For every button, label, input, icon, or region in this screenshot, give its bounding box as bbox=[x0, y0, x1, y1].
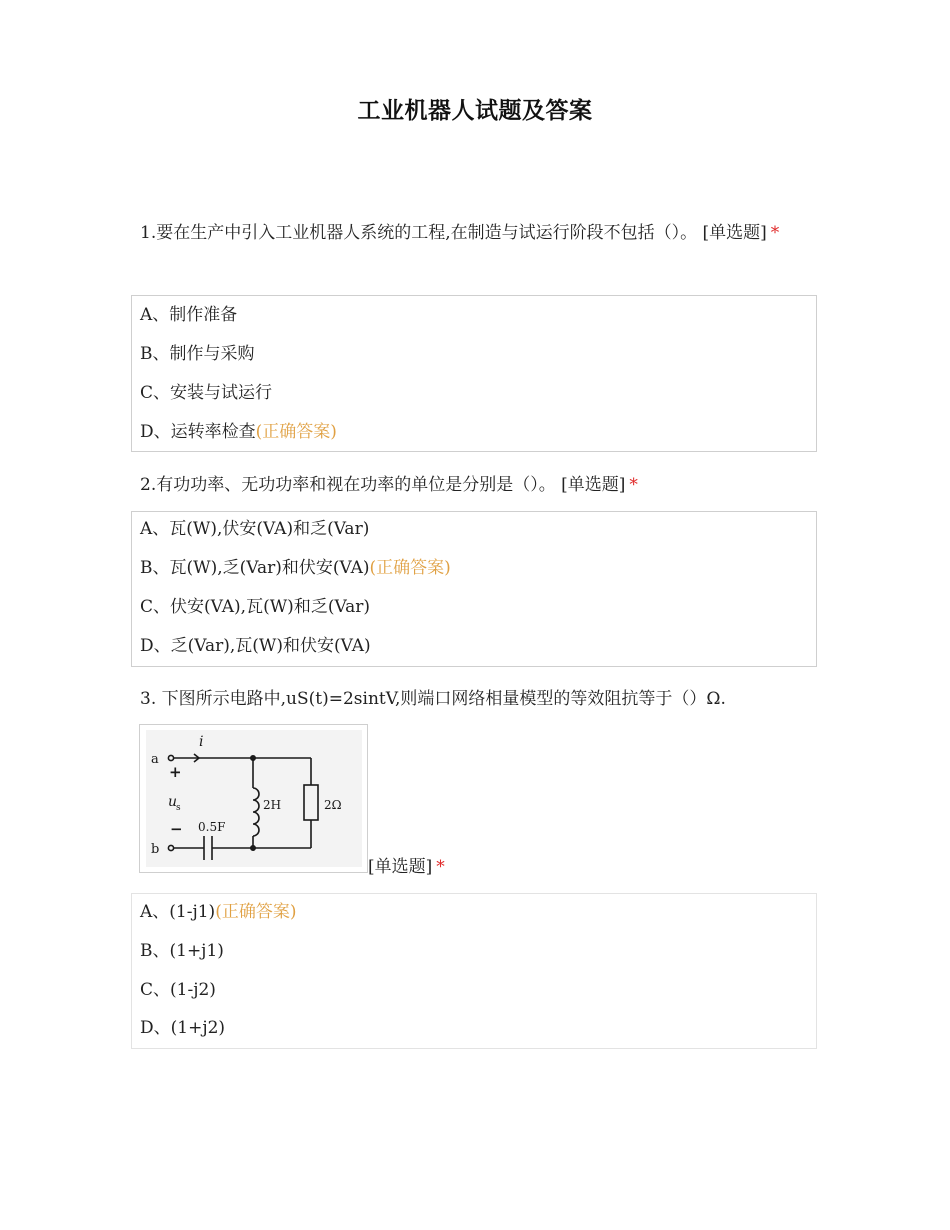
correct-answer-mark: (正确答案) bbox=[255, 422, 337, 442]
option-a[interactable]: A、(1-j1)(正确答案) bbox=[140, 902, 297, 922]
circuit-diagram bbox=[139, 724, 368, 873]
question-1-options bbox=[131, 295, 817, 452]
question-3-options bbox=[131, 893, 817, 1049]
question-text: 2.有功功率、无功功率和视在功率的单位是分别是（）。 [单选题] bbox=[140, 475, 626, 495]
question-2-options bbox=[131, 511, 817, 667]
option-d[interactable]: D、运转率检查(正确答案) bbox=[140, 422, 337, 442]
capacitor-label: 0.5F bbox=[198, 820, 226, 834]
correct-answer-mark: (正确答案) bbox=[369, 558, 451, 578]
page-title: 工业机器人试题及答案 bbox=[357, 98, 593, 124]
resistor-label: 2Ω bbox=[324, 798, 342, 812]
question-text: 1.要在生产中引入工业机器人系统的工程,在制造与试运行阶段不包括（）。 [单选题] bbox=[140, 223, 767, 243]
option-d[interactable]: D、(1+j2) bbox=[140, 1018, 226, 1038]
option-a[interactable]: A、瓦(W),伏安(VA)和乏(Var) bbox=[140, 519, 370, 539]
option-c[interactable]: C、安装与试运行 bbox=[140, 383, 273, 403]
required-star: * bbox=[436, 857, 445, 877]
question-1-text bbox=[140, 214, 820, 252]
source-label: u bbox=[168, 794, 178, 810]
option-b[interactable]: B、制作与采购 bbox=[140, 344, 255, 364]
required-star: * bbox=[770, 223, 780, 243]
source-subscript: s bbox=[176, 803, 181, 813]
circuit-svg bbox=[146, 730, 362, 867]
option-c[interactable]: C、(1-j2) bbox=[140, 980, 216, 1000]
option-a[interactable]: A、制作准备 bbox=[140, 305, 238, 325]
minus-label: − bbox=[170, 820, 183, 838]
current-label: i bbox=[199, 734, 204, 750]
plus-label: + bbox=[169, 763, 182, 781]
correct-answer-mark: (正确答案) bbox=[215, 902, 297, 922]
option-b[interactable]: B、(1+j1) bbox=[140, 941, 224, 961]
option-b[interactable]: B、瓦(W),乏(Var)和伏安(VA)(正确答案) bbox=[140, 558, 451, 578]
question-3-text: 3. 下图所示电路中,uS(t)=2sintV,则端口网络相量模型的等效阻抗等于（）Ω. bbox=[140, 689, 726, 709]
node-b-label: b bbox=[151, 842, 160, 857]
required-star: * bbox=[629, 475, 638, 495]
option-d[interactable]: D、乏(Var),瓦(W)和伏安(VA) bbox=[140, 636, 371, 656]
inductor-label: 2H bbox=[263, 798, 282, 812]
option-c[interactable]: C、伏安(VA),瓦(W)和乏(Var) bbox=[140, 597, 371, 617]
question-type-tag: [单选题] bbox=[368, 857, 433, 877]
node-a-label: a bbox=[151, 752, 159, 767]
question-2-text bbox=[140, 466, 820, 504]
question-3-type bbox=[368, 856, 445, 878]
